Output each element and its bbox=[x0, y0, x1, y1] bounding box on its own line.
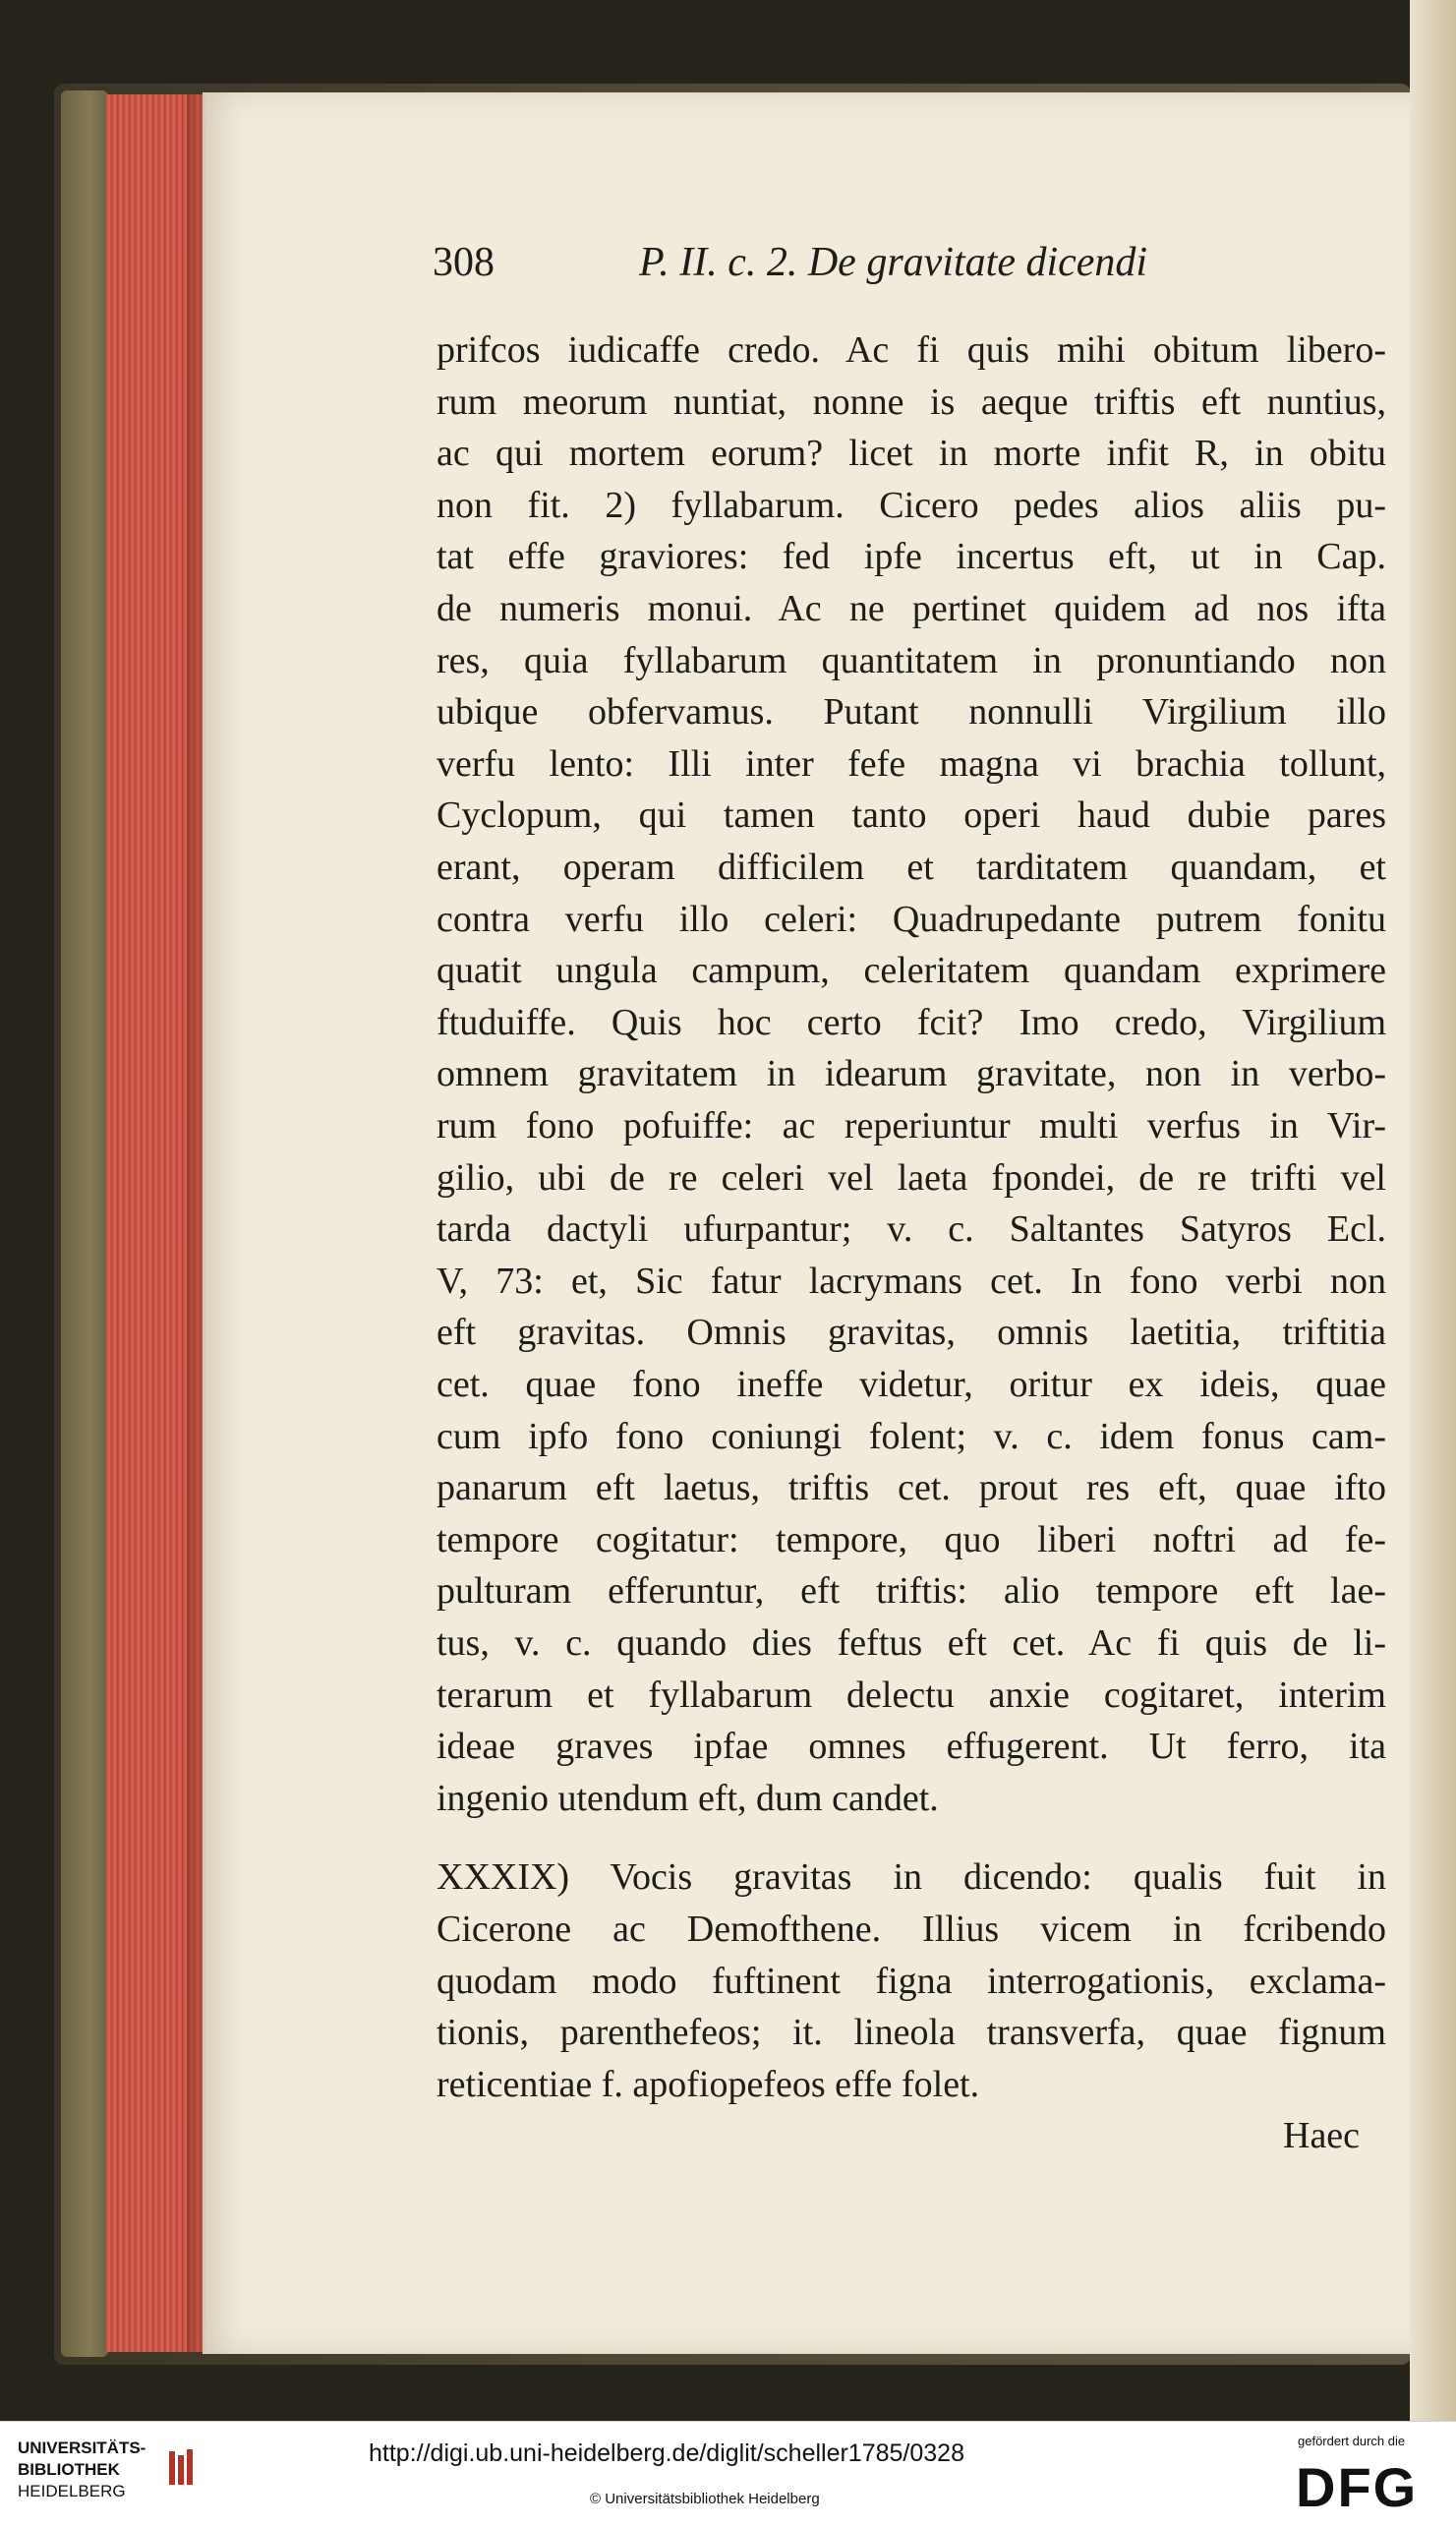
page-right-margin bbox=[1410, 0, 1456, 2421]
text-line: tempore cogitatur: tempore, quo liberi noftri ad fe- bbox=[437, 1518, 1386, 1560]
text-line: tarda dactyli ufurpantur; v. c. Saltantes Satyros Ecl. bbox=[437, 1208, 1386, 1251]
text-line: reticentiae f. apofiopefeos effe folet. bbox=[437, 2063, 980, 2105]
footer-bar bbox=[0, 2421, 1456, 2527]
text-line: V, 73: et, Sic fatur lacrymans cet. In fono verbi non bbox=[437, 1260, 1386, 1302]
text-line: Cyclopum, qui tamen tanto operi haud dubie pares bbox=[437, 794, 1386, 837]
text-line: contra verfu illo celeri: Quadrupedante putrem fonitu bbox=[437, 898, 1386, 940]
text-line: cet. quae fono ineffe videtur, oritur ex ideis, quae bbox=[437, 1364, 1386, 1405]
cover-spine-edge bbox=[61, 90, 108, 2357]
text-line: panarum eft laetus, triftis cet. prout res eft, quae ifto bbox=[437, 1467, 1386, 1509]
running-head bbox=[433, 239, 1190, 298]
text-line: eft gravitas. Omnis gravitas, omnis laetitia, triftitia bbox=[437, 1312, 1386, 1354]
text-line: Cicerone ac Demofthene. Illius vicem in fcribendo bbox=[437, 1909, 1386, 1950]
text-line: omnem gravitatem in idearum gravitate, non in verbo- bbox=[437, 1053, 1386, 1095]
text-line: gilio, ubi de re celeri vel laeta fpondei, de re trifti vel bbox=[437, 1156, 1386, 1199]
text-line: quatit ungula campum, celeritatem quandam exprimere bbox=[437, 950, 1386, 992]
library-name-line-2: BIBLIOTHEK bbox=[18, 2460, 120, 2479]
catchword: Haec bbox=[1283, 2115, 1361, 2157]
text-line: ideae graves ipfae omnes effugerent. Ut ferro, ita bbox=[437, 1726, 1386, 1768]
text-line: pulturam efferuntur, eft triftis: alio tempore eft lae- bbox=[437, 1570, 1386, 1613]
text-line: non fit. 2) fyllabarum. Cicero pedes alios aliis pu- bbox=[437, 484, 1386, 526]
text-line: tus, v. c. quando dies feftus eft cet. Ac fi quis de li- bbox=[437, 1622, 1386, 1664]
text-line: verfu lento: Illi inter fefe magna vi brachia tollunt, bbox=[437, 742, 1386, 785]
dfg-logo[interactable]: DFG bbox=[1296, 2456, 1419, 2518]
text-line: res, quia fyllabarum quantitatem in pronuntiando non bbox=[437, 639, 1386, 681]
text-line: ftuduiffe. Quis hoc certo fcit? Imo credo, Virgilium bbox=[437, 1001, 1386, 1043]
running-title: P. II. c. 2. De gravitate dicendi bbox=[639, 240, 1148, 285]
library-logo[interactable] bbox=[18, 2438, 200, 2514]
text-line: terarum et fyllabarum delectu anxie cogitaret, interim bbox=[437, 1674, 1386, 1716]
library-name-line-3: HEIDELBERG bbox=[18, 2482, 126, 2500]
text-line: ubique obfervamus. Putant nonnulli Virgilium illo bbox=[437, 691, 1386, 734]
funded-by-label: gefördert durch die bbox=[1298, 2434, 1406, 2448]
text-line: quodam modo fuftinent figna interrogationis, exclama- bbox=[437, 1960, 1386, 2002]
page-number: 308 bbox=[433, 240, 495, 285]
library-emblem-icon bbox=[167, 2447, 199, 2489]
text-line: tat effe graviores: fed ipfe incertus eft, ut in Cap. bbox=[437, 536, 1386, 578]
text-line: ingenio utendum eft, dum candet. bbox=[437, 1777, 939, 1819]
text-line: cum ipfo fono coniungi folent; v. c. idem fonus cam- bbox=[437, 1415, 1386, 1457]
page-gutter-shadow bbox=[187, 94, 206, 2352]
text-line: prifcos iudicaffe credo. Ac fi quis mihi obitum libero- bbox=[437, 329, 1386, 371]
text-line: rum fono pofuiffe: ac reperiuntur multi verfus in Vir- bbox=[437, 1105, 1386, 1146]
text-line: de numeris monui. Ac ne pertinet quidem ad nos ifta bbox=[437, 588, 1386, 629]
permalink-url[interactable]: http://digi.ub.uni-heidelberg.de/diglit/scheller1785/0328 bbox=[369, 2439, 964, 2467]
library-name-line-1: UNIVERSITÄTS- bbox=[18, 2439, 146, 2457]
text-line: tionis, parenthefeos; it. lineola transverfa, quae fignum bbox=[437, 2012, 1386, 2054]
text-line: erant, operam difficilem et tarditatem quandam, et bbox=[437, 847, 1386, 888]
copyright-notice: © Universitätsbibliothek Heidelberg bbox=[590, 2491, 820, 2507]
text-line: rum meorum nuntiat, nonne is aeque triftis eft nuntius, bbox=[437, 381, 1386, 423]
text-line: XXXIX) Vocis gravitas in dicendo: qualis fuit in bbox=[437, 1856, 1386, 1899]
text-line: ac qui mortem eorum? licet in morte infit R, in obitu bbox=[437, 433, 1386, 475]
library-name bbox=[18, 2438, 146, 2502]
